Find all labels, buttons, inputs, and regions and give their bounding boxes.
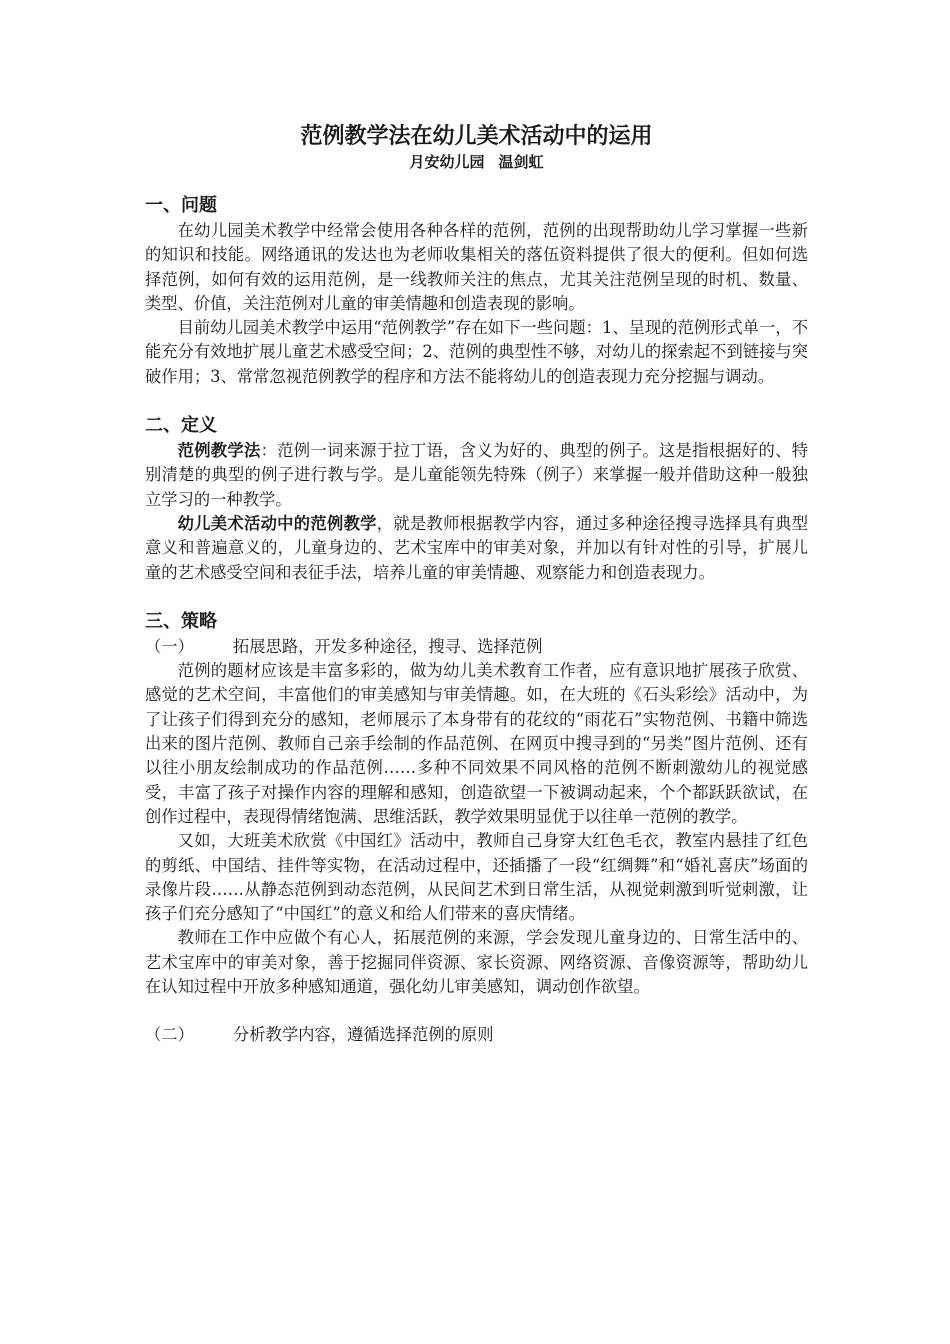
problem-paragraph-2: 目前幼儿园美术教学中运用“范例教学”存在如下一些问题：1、呈现的范例形式单一，不能充分有效地扩展儿童艺术感受空间；2、范例的典型性不够，对幼儿的探索起不到链接与突破作用；3、常常忽视范例教学的程序和方法不能将幼儿的创造表现力充分挖掘与调动。 [145,318,808,386]
strategy-paragraph-3: 教师在工作中应做个有心人，拓展范例的来源，学会发现儿童身边的、日常生活中的、艺术宝库中的审美对象，善于挖掘同伴资源、家长资源、网络资源、音像资源等，帮助幼儿在认知过程中开放多种感知通道，强化幼儿审美感知，调动创作欲望。 [145,928,808,997]
section-spacer [145,585,808,609]
definition-paragraph-2 [145,512,808,585]
definition-term-2: 幼儿美术活动中的范例教学 [177,513,377,533]
subsection-number-2: （二） [145,1025,194,1045]
strategy-paragraph-1: 范例的题材应该是丰富多彩的，做为幼儿美术教育工作者，应有意识地扩展孩子欣赏、感觉的艺术空间，丰富他们的审美感知与审美情趣。如，在大班的《石头彩绘》活动中，为了让孩子们得到充分的感知，老师展示了本身带有的花纹的“雨花石”实物范例、书籍中筛选出来的图片范例、教师自己亲手绘制的作品范例、在网页中搜寻到的“另类”图片范例、还有以往小朋友绘制成功的作品范例……多种不同效果不同风格的范例不断刺激幼儿的视觉感受，丰富了孩子对操作内容的理解和感知，创造欲望一下被调动起来，个个都跃跃欲试，在创作过程中，表现得情绪饱满、思维活跃，教学效果明显优于以往单一范例的教学。 [145,661,808,826]
subsection-title-2: 分析教学内容，遵循选择范例的原则 [233,1025,494,1045]
strategy-paragraph-2: 又如，大班美术欣赏《中国红》活动中，教师自己身穿大红色毛衣，教室内悬挂了红色的剪纸、中国结、挂件等实物，在活动过程中，还插播了一段“红绸舞”和“婚礼喜庆”场面的录像片段……从静态范例到动态范例，从民间艺术到日常生活，从视觉刺激到听觉刺激，让孩子们充分感知了“中国红”的意义和给人们带来的喜庆情绪。 [145,831,808,924]
section-spacer [145,389,808,413]
subsection-number-1: （一） [145,636,194,656]
subsection-heading-2 [145,1023,808,1047]
document-page [145,123,808,1048]
section-heading-strategy: 三、策略 [145,610,217,632]
definition-text-1: ：范例一词来源于拉丁语，含义为好的、典型的例子。这是指根据好的、特别清楚的典型的例子进行教与学。是儿童能领先特殊（例子）来掌握一般并借助这种一般独立学习的一种教学。 [145,441,808,509]
author-organization: 月安幼儿园 [409,153,485,171]
section-heading-definition: 二、定义 [145,415,217,437]
document-title: 范例教学法在幼儿美术活动中的运用 [300,124,653,149]
definition-paragraph-1 [145,439,808,512]
problem-paragraph-1: 在幼儿园美术教学中经常会使用各种各样的范例，范例的出现帮助幼儿学习掌握一些新的知识和技能。网络通讯的发达也为老师收集相关的落伍资料提供了很大的便利。但如何选择范例，如何有效的运用范例，是一线教师关注的焦点，尤其关注范例呈现的时机、数量、类型、价值，关注范例对儿童的审美情趣和创造表现的影响。 [145,221,808,313]
author-line [145,151,808,173]
section-heading-problem: 一、问题 [145,195,217,216]
subsection-heading-1 [145,635,808,659]
definition-term-1: 范例教学法 [177,441,261,461]
subsection-title-1: 拓展思路，开发多种途径，搜寻、选择范例 [233,636,543,656]
author-name: 温剑虹 [498,153,544,171]
definition-text-2: ，就是教师根据教学内容，通过多种途径搜寻选择具有典型意义和普遍意义的，儿童身边的、艺术宝库中的审美对象，并加以有针对性的引导，扩展儿童的艺术感受空间和表征手法，培养儿童的审美情趣、观察能力和创造表现力。 [145,513,808,582]
section-spacer [145,999,808,1023]
